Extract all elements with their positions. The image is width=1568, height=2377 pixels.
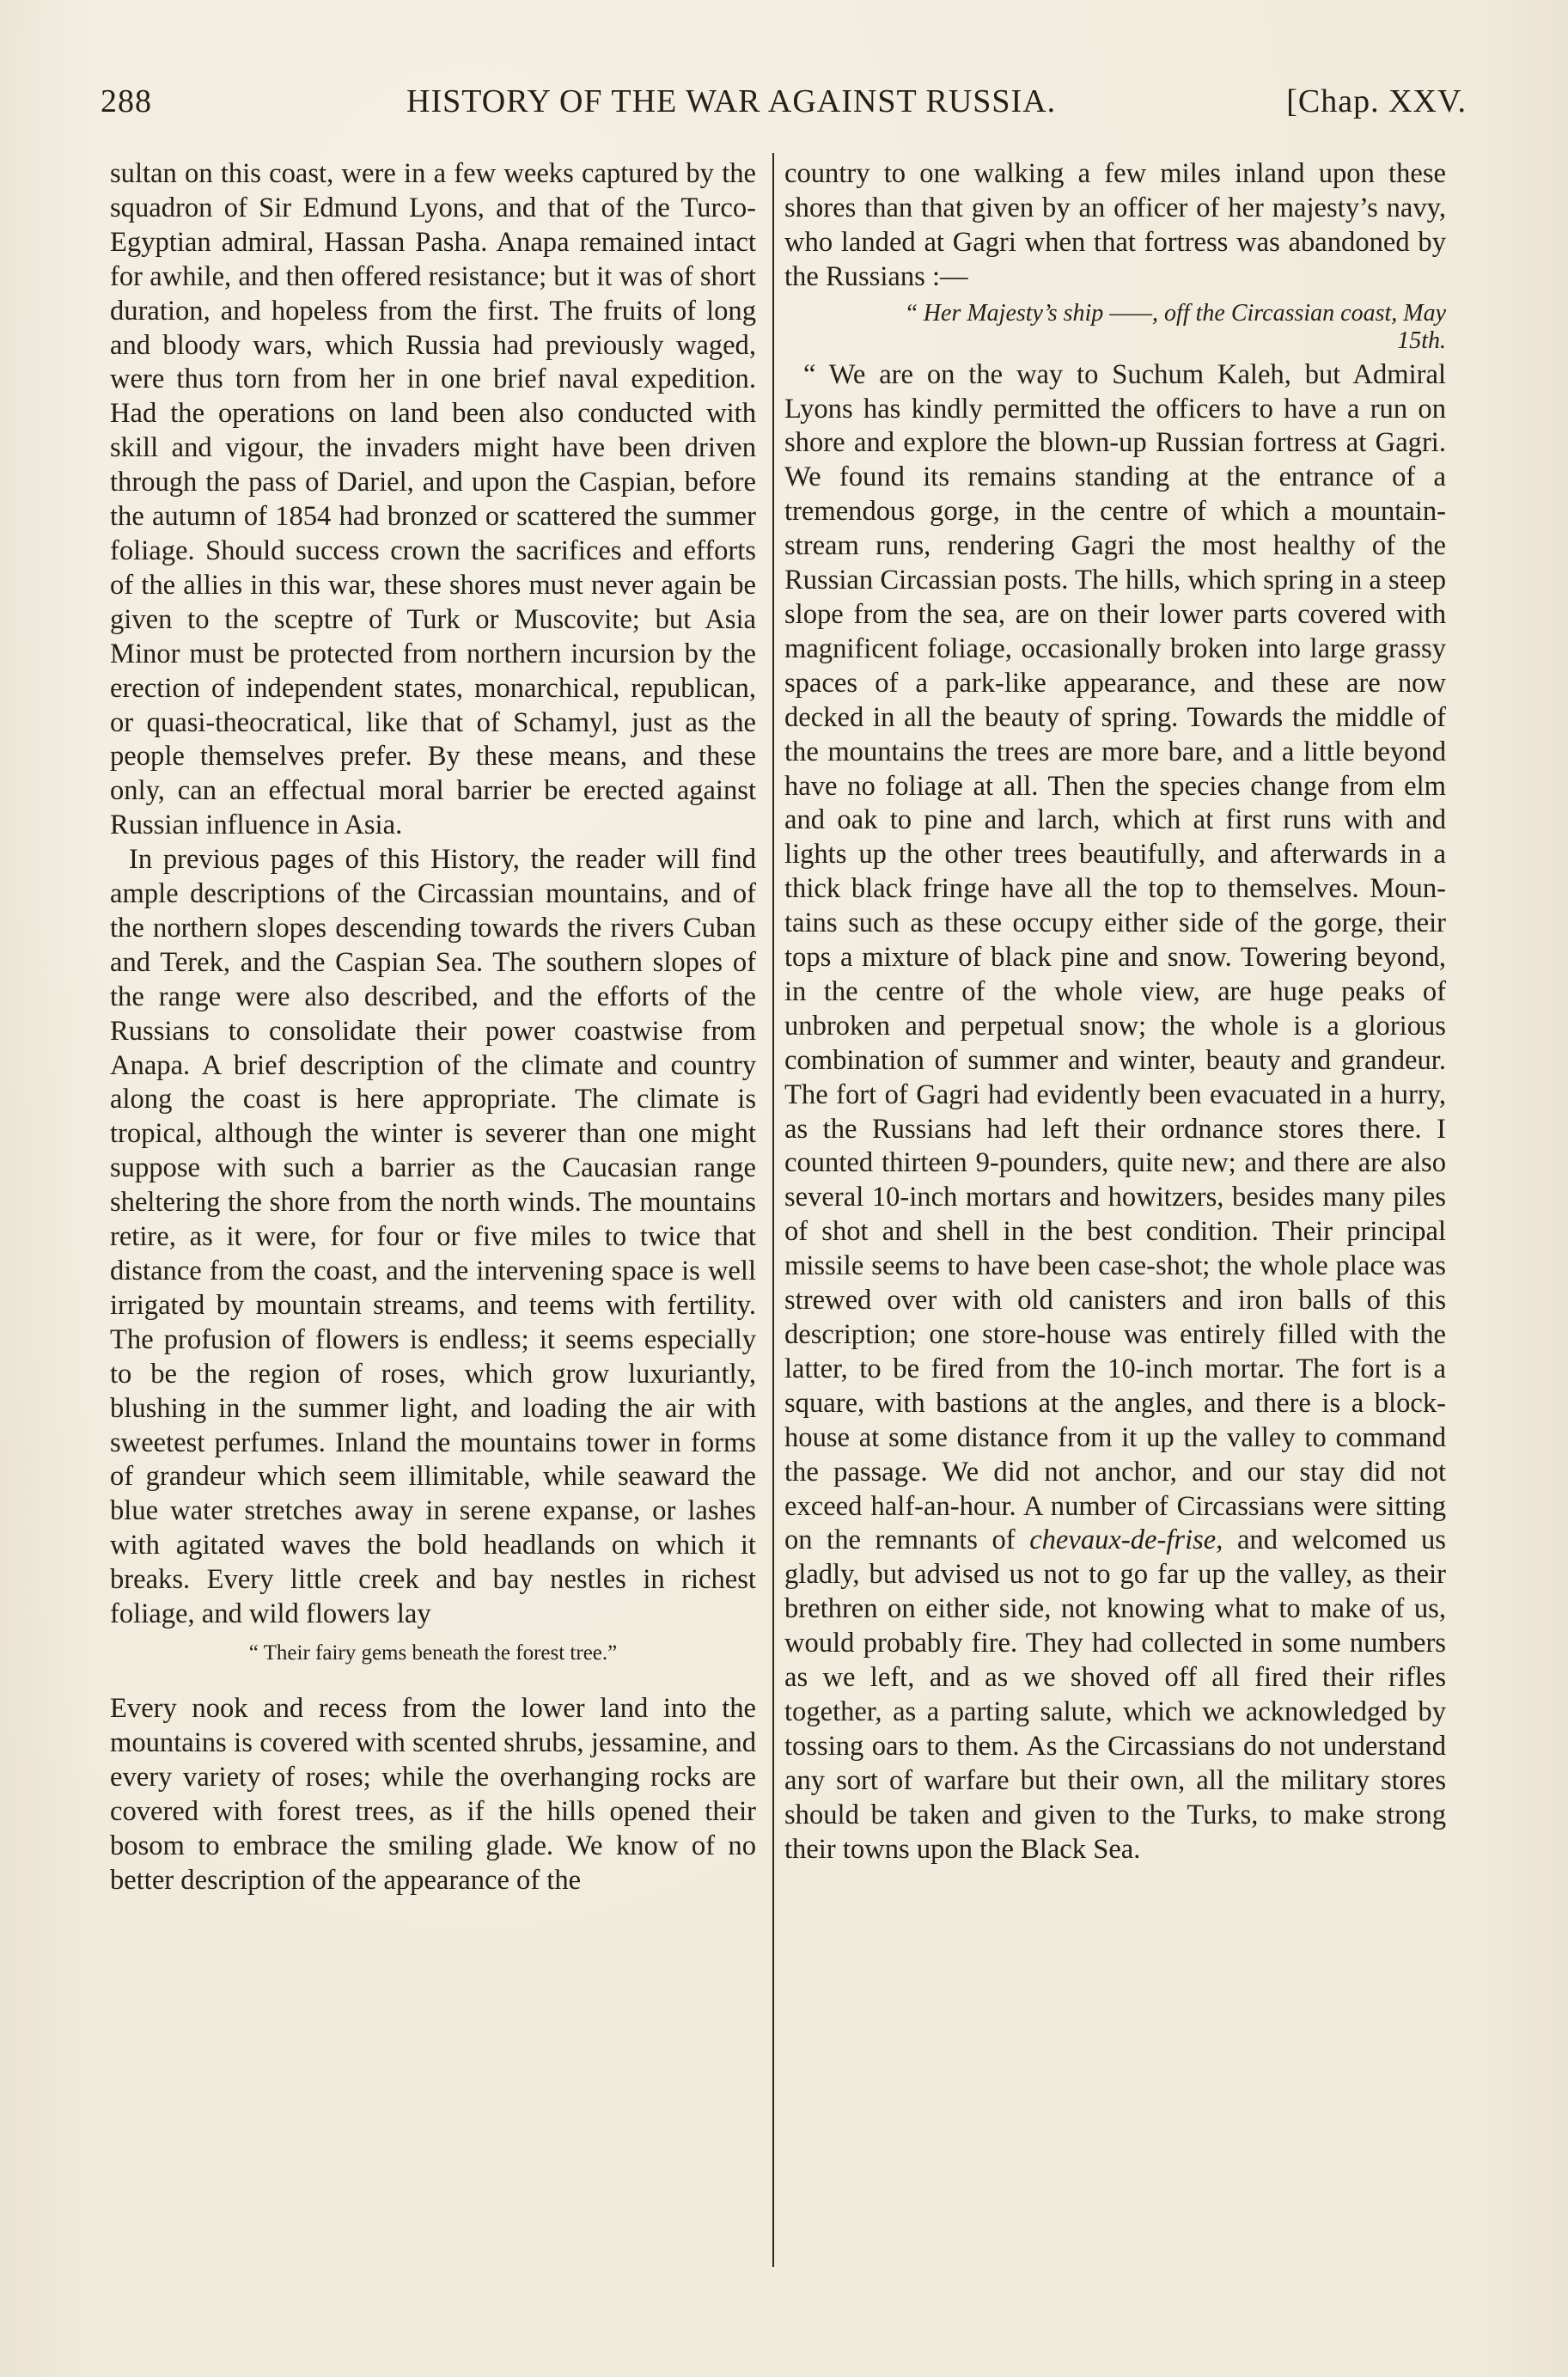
- column-divider: [772, 153, 774, 2267]
- chapter-label: [Chap. XXV.: [1286, 83, 1467, 119]
- dateline-text: Her Majesty’s ship ——, off the Circassian coast, May 15th.: [923, 299, 1446, 354]
- letter-paragraph: [784, 358, 1446, 1867]
- letter-text-2: , and welcomed us gladly, but advised us not to go far up the valley, as their brethren on either side, not knowing what to make of us, would probably fire. They had collected in some numbers as we left, and as we shoved off all fired their rifles together, as a parting salute, which we acknowledged by tossing oars to them. As the Circassians do not understand any sort of warfare but their own, all the military stores should be taken and given to the Turks, to make strong their towns upon the Black Sea.: [784, 1525, 1446, 1865]
- running-title: HISTORY OF THE WAR AGAINST RUSSIA.: [406, 83, 1057, 119]
- letter-italic-term: chevaux-de-frise: [1029, 1525, 1217, 1556]
- left-paragraph-3: Every nook and recess from the lower land into the mountains is covered with scented shrubs, jessamine, and every variety of roses; while the overhanging rocks are covered with forest trees, as if the hills opened their bosom to embrace the smiling glade. We know of no better description of the appearance of the: [110, 1692, 756, 1896]
- letter-text-1: “ We are on the way to Suchum Kaleh, but Admiral Lyons has kindly permitted the officers to have a run on shore and explore the blown-up Russian fortress at Gagri. We found its remains standing at the entrance of a tremendous gorge, in the centre of which a mountain-stream runs, rendering Gagri the most healthy of the Russian Circassian posts. The hills, which spring in a steep slope from the sea, are on their lower parts covered with magnificent foliage, occasionally broken into large grassy spaces of a park-like appearance, and these are now decked in all the beauty of spring. Towards the middle of the mountains the trees are more bare, and a little beyond have no foliage at all. Then the species change from elm and oak to pine and larch, which at first runs with and lights up the other trees beautifully, and afterwards in a thick black fringe have all the top to themselves. Mountains such as these occupy either side of the gorge, their tops a mixture of black pine and snow. Towering beyond, in the centre of the whole view, are huge peaks of unbroken and perpetual snow; the whole is a glorious combination of summer and winter, beauty and grandeur. The fort of Gagri had evidently been evacuated in a hurry, as the Russians had left their ordnance stores there. I counted thirteen 9-pounders, quite new; and there are also several 10-inch mortars and howitzers, besides many piles of shot and shell in the best condition. Their principal missile seems to have been case-shot; the whole place was strewed over with old canisters and iron balls of this description; one store-house was entirely filled with the latter, to be fired from the 10-inch mortar. The fort is a square, with bastions at the angles, and there is a blockhouse at some distance from it up the valley to command the passage. We did not anchor, and our stay did not exceed half-an-hour. A number of Circassians were sitting on the remnants of: [784, 358, 1446, 1556]
- left-paragraph-2: In previous pages of this History, the reader will find ample descriptions of the Circassian mountains, and of the northern slopes descending towards the rivers Cuban and Terek, and the Caspian Sea. The southern slopes of the range were also described, and the efforts of the Russians to consolidate their power coastwise from Anapa. A brief description of the climate and country along the coast is here appropriate. The climate is tropical, although the winter is severer than one might suppose with such a barrier as the Caucasian range sheltering the shore from the north winds. The mountains retire, as it were, for four or five miles to twice that distance from the coast, and the intervening space is well irrigated by mountain streams, and teems with fertility. The profusion of flowers is endless; it seems especially to be the region of roses, which grow luxuriantly, blushing in the summer light, and loading the air with sweetest perfumes. Inland the mountains tower in forms of grandeur which seem illimitable, while seaward the blue water stretches away in serene expanse, or lashes with agitated waves the bold headlands on which it breaks. Every little creek and bay nestles in richest foliage, and wild flowers lay: [110, 844, 756, 1630]
- left-column: [110, 157, 756, 1897]
- left-paragraph-1: sultan on this coast, were in a few weeks captured by the squadron of Sir Edmund Lyons, and that of the Turco-Egyptian admiral, Hassan Pasha. Anapa remained intact for awhile, and then offered resistance; but it was of short duration, and hopeless from the first. The fruits of long and bloody wars, which Russia had previously waged, were thus torn from her in one brief naval expedition. Had the operations on land been also conducted with skill and vigour, the invaders might have been driven through the pass of Dariel, and upon the Caspian, before the autumn of 1854 had bronzed or scattered the summer foliage. Should success crown the sacrifices and efforts of the allies in this war, these shores must never again be given to the sceptre of Turk or Muscovite; but Asia Minor must be protected from northern incursion by the erection of independent states, monarchical, republican, or quasi-theocratical, like that of Schamyl, just as the people themselves prefer. By these means, and these only, can an effectual moral barrier be erected against Russian influence in Asia.: [110, 158, 756, 841]
- page-number: 288: [101, 83, 152, 119]
- verse-quote: “ Their fairy gems beneath the forest tree.”: [248, 1641, 618, 1665]
- dateline-quote-mark: “: [906, 299, 918, 327]
- running-header: [101, 82, 1467, 134]
- letter-dateline: [784, 300, 1446, 355]
- right-paragraph-1: country to one walking a few miles inland upon these shores than that given by an officer of her majesty’s navy, who landed at Gagri when that fortress was abandoned by the Russians :—: [784, 158, 1446, 292]
- right-column: [784, 157, 1446, 1867]
